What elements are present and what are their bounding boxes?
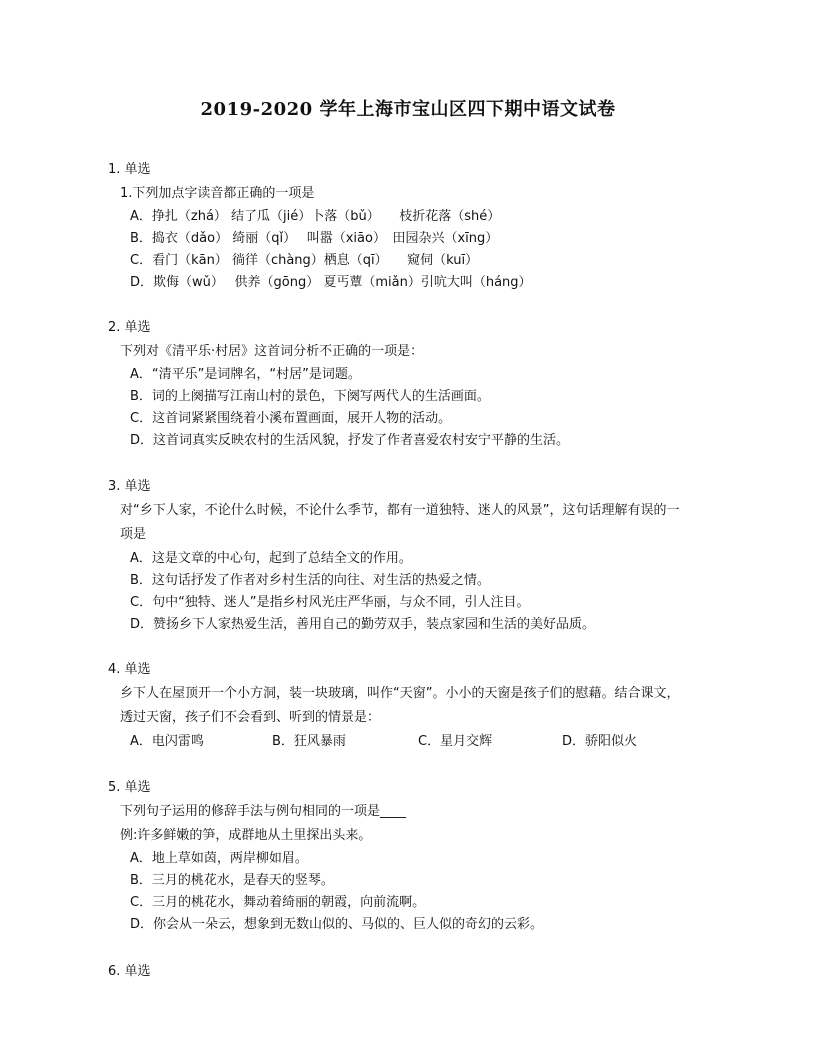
question-2-option-b: B．词的上阕描写江南山村的景色，下阕写两代人的生活画面。 (130, 389, 490, 404)
question-5-option-b: B．三月的桃花水，是春天的竖琴。 (130, 873, 334, 888)
question-2-option-a: A．“清平乐”是词牌名，“村居”是词题。 (130, 367, 361, 382)
question-3-stem-line-1: 对“乡下人家，不论什么时候，不论什么季节，都有一道独特、迷人的风景”，这句话理解有误的一 (120, 503, 680, 518)
question-3-stem-line-2: 项是 (120, 527, 147, 542)
question-5-option-a: A．地上草如茵，两岸柳如眉。 (130, 851, 308, 866)
question-5-header: 5. 单选 (108, 780, 151, 795)
question-2-option-c: C．这首词紧紧围绕着小溪布置画面，展开人物的活动。 (130, 411, 452, 426)
question-6-header: 6. 单选 (108, 964, 151, 979)
question-4-option-c: C．星月交辉 (418, 734, 493, 749)
question-4-header: 4. 单选 (108, 662, 151, 677)
question-2-header: 2. 单选 (108, 320, 151, 335)
question-3-option-d: D．赞扬乡下人家热爱生活，善用自己的勤劳双手，装点家园和生活的美好品质。 (130, 617, 596, 632)
question-5-option-d: D．你会从一朵云，想象到无数山似的、马似的、巨人似的奇幻的云彩。 (130, 917, 544, 932)
question-3-option-c: C．句中“独特、迷人”是指乡村风光庄严华丽，与众不同，引人注目。 (130, 595, 530, 610)
question-1-option-b: B．捣衣（dǎo） 绮丽（qǐ） 叫嚣（xiāo） 田园杂兴（xīng） (130, 231, 499, 246)
question-1-stem: 1.下列加点字读音都正确的一项是 (120, 186, 315, 201)
question-4-option-d: D．骄阳似火 (562, 734, 638, 749)
question-3-option-b: B．这句话抒发了作者对乡村生活的向往、对生活的热爱之情。 (130, 573, 490, 588)
question-4-stem-line-2: 透过天窗，孩子们不会看到、听到的情景是： (120, 710, 381, 725)
question-1-option-a: A．挣扎（zhá） 结了瓜（jié）卜落（bǔ） 枝折花落（shé） (130, 209, 501, 224)
question-4-option-a: A．电闪雷鸣 (130, 734, 204, 749)
question-4-stem-line-1: 乡下人在屋顶开一个小方洞，装一块玻璃，叫作“天窗”。小小的天窗是孩子们的慰藉。结合课文， (120, 686, 680, 701)
question-5-stem: 下列句子运用的修辞手法与例句相同的一项是____ (120, 804, 407, 819)
question-3-option-a: A．这是文章的中心句，起到了总结全文的作用。 (130, 551, 412, 566)
question-3-header: 3. 单选 (108, 479, 151, 494)
question-2-option-d: D．这首词真实反映农村的生活风貌，抒发了作者喜爱农村安宁平静的生活。 (130, 433, 570, 448)
question-1-option-d: D．欺侮（wǔ） 供养（gōng） 夏丐蕈（miǎn）引吭大叫（háng） (130, 275, 532, 290)
question-1-option-c: C．看门（kān） 徜徉（chàng）栖息（qī） 窥伺（kuī） (130, 253, 479, 268)
question-4-option-b: B．狂风暴雨 (272, 734, 346, 749)
question-1-header: 1. 单选 (108, 162, 151, 177)
question-5-option-c: C．三月的桃花水，舞动着绮丽的朝霞，向前流啊。 (130, 895, 426, 910)
question-5-example: 例:许多鲜嫩的笋，成群地从土里探出头来。 (120, 828, 372, 843)
exam-title: 2019-2020 学年上海市宝山区四下期中语文试卷 (200, 99, 616, 120)
question-2-stem: 下列对《清平乐·村居》这首词分析不正确的一项是： (120, 344, 424, 359)
